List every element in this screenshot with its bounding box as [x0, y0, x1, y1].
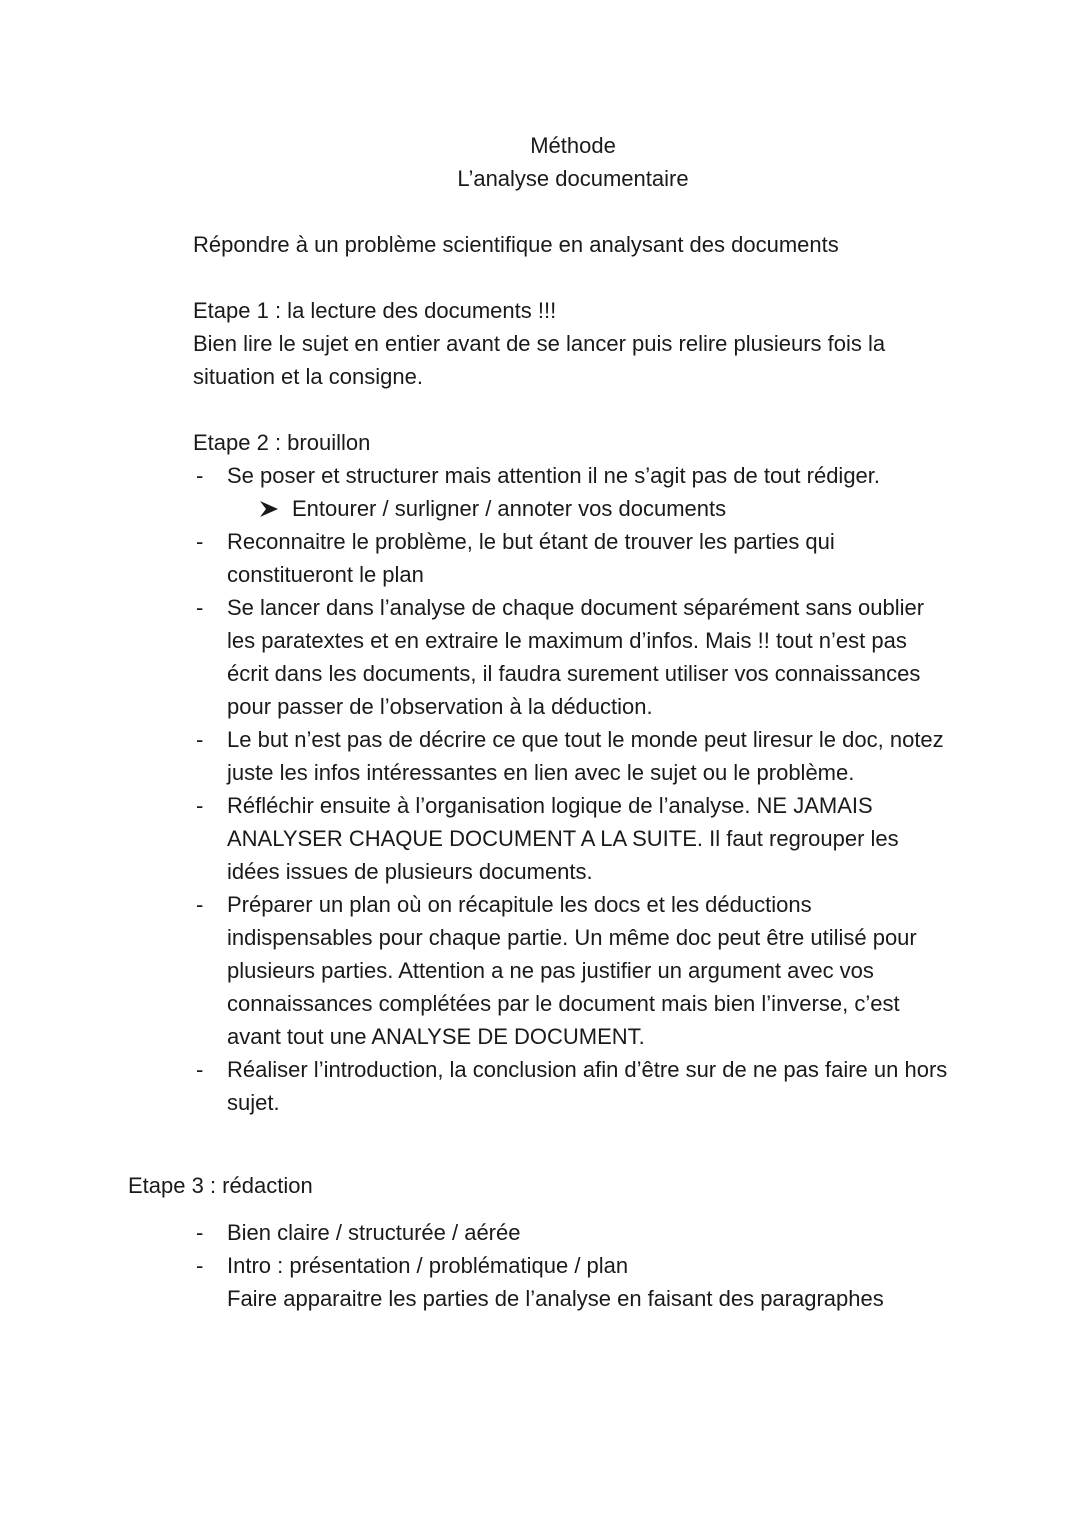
step-2-heading: Etape 2 : brouillon [193, 430, 371, 455]
step-3-heading: Etape 3 : rédaction [128, 1173, 313, 1198]
list-item-continuation: Faire apparaitre les parties de l’analyse en faisant des paragraphes [227, 1286, 884, 1311]
list-item-text: Se poser et structurer mais attention il ne s’agit pas de tout rédiger. [227, 463, 881, 488]
list-item: - Réaliser l’introduction, la conclusion afin d’être sur de ne pas faire un hors sujet. [193, 1053, 953, 1119]
step-3-section [193, 1216, 953, 1315]
sub-list-item-text: Entourer / surligner / annoter vos documents [292, 496, 727, 521]
list-item: - Préparer un plan où on récapitule les docs et les déductions indispensables pour chaque partie. Un même doc peut être utilisé pour plusieurs parties. Attention a ne pas justifier un argument avec vos connaissances complétées par le document mais bien l’inverse, c’est avant tout une ANALYSE DE DOCUMENT. [193, 888, 953, 1053]
list-item: - Intro : présentation / problématique / plan [193, 1249, 953, 1282]
list-item: - Le but n’est pas de décrire ce que tout le monde peut liresur le doc, notez juste les infos intéressantes en lien avec le sujet ou le problème. [193, 723, 953, 789]
step-1-section [193, 294, 953, 393]
list-item [193, 459, 953, 525]
list-item: - Bien claire / structurée / aérée [193, 1216, 953, 1249]
step-2-list [193, 459, 953, 1119]
list-item: - Se lancer dans l’analyse de chaque document séparément sans oublier les paratextes et en extraire le maximum d’infos. Mais !! tout n’est pas écrit dans les documents, il faudra surement utiliser vos connaissances pour passer de l’observation à la déduction. [193, 591, 953, 723]
title-line-method: Méthode [530, 133, 616, 158]
intro-statement: Répondre à un problème scientifique en analysant des documents [193, 232, 839, 257]
list-item: - Reconnaitre le problème, le but étant de trouver les parties qui constitueront le plan [193, 525, 953, 591]
step-2-section [193, 426, 953, 1119]
document-title [0, 129, 1080, 195]
step-3-list [193, 1216, 953, 1315]
arrow-bullet-icon [258, 492, 280, 525]
title-line-subject: L’analyse documentaire [457, 166, 689, 191]
sub-list-item [193, 492, 953, 525]
step-1-heading: Etape 1 : la lecture des documents !!! [193, 298, 557, 323]
list-item: - Réfléchir ensuite à l’organisation logique de l’analyse. NE JAMAIS ANALYSER CHAQUE DOCUMENT A LA SUITE. Il faut regrouper les idées issues de plusieurs documents. [193, 789, 953, 888]
step-1-text: Bien lire le sujet en entier avant de se lancer puis relire plusieurs fois la situation et la consigne. [193, 331, 886, 389]
